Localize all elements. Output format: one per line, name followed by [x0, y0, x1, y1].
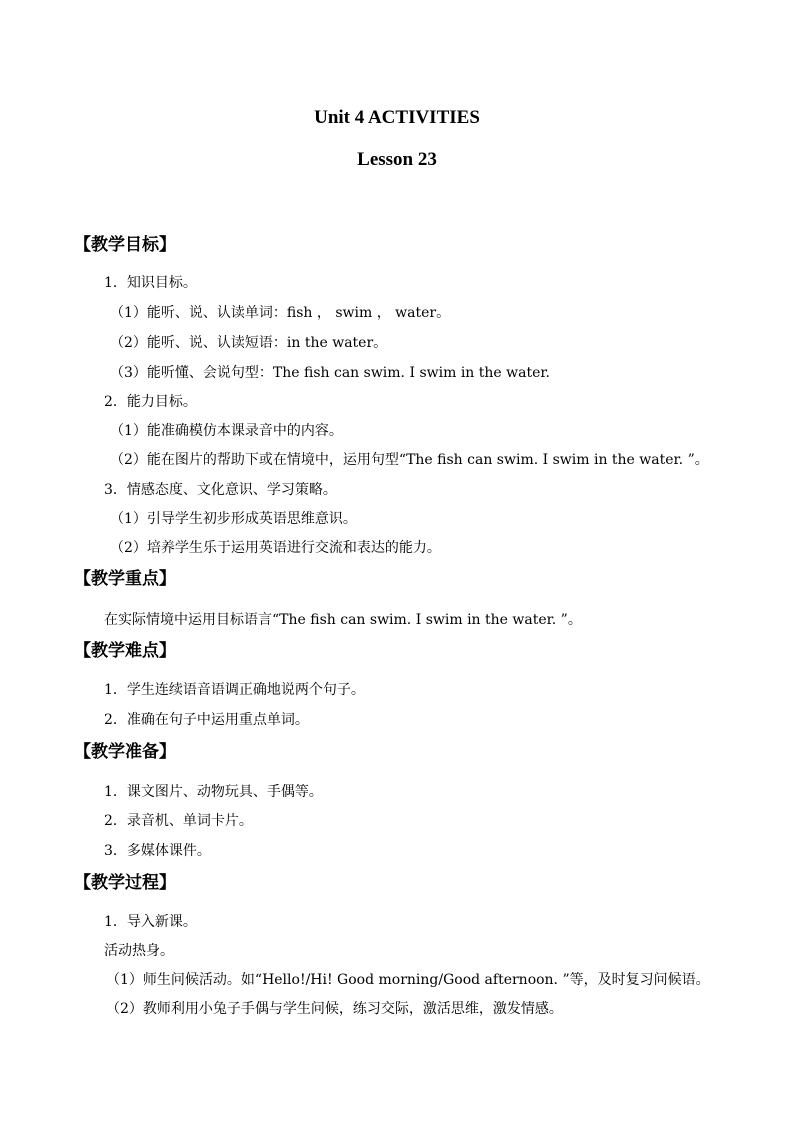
list-item: 1．导入新课。	[104, 914, 197, 930]
section-heading-process: 【教学过程】	[74, 873, 176, 893]
list-item: （1）能准确模仿本课录音中的内容。	[110, 423, 343, 439]
list-item: 1．知识目标。	[104, 275, 197, 291]
list-item: （2）能听、说、认读短语：in the water。	[110, 335, 388, 351]
list-item: 3．情感态度、文化意识、学习策略。	[104, 482, 337, 498]
list-item: 2．准确在句子中运用重点单词。	[104, 712, 309, 728]
document-subtitle: Lesson 23	[357, 149, 437, 170]
list-item: （2）教师利用小兔子手偶与学生问候，练习交际，激活思维，激发情感。	[106, 1001, 563, 1017]
section-heading-difficulties: 【教学难点】	[74, 641, 176, 661]
list-item: 活动热身。	[104, 943, 174, 959]
list-item: 2．录音机、单词卡片。	[104, 813, 253, 829]
list-item: （1）师生问候活动。如“Hello!/Hi! Good morning/Good afternoon. ”等，及时复习问候语。	[106, 972, 710, 988]
list-item: （3）能听懂、会说句型：The fish can swim. I swim in the water.	[110, 365, 550, 381]
list-item: 1．学生连续语音语调正确地说两个句子。	[104, 682, 365, 698]
list-item: 2．能力目标。	[104, 394, 197, 410]
list-item: （1）能听、说、认读单词：fish ， swim ， water。	[110, 305, 451, 321]
list-item: 1．课文图片、动物玩具、手偶等。	[104, 784, 323, 800]
list-item: （1）引导学生初步形成英语思维意识。	[110, 511, 357, 527]
document-title: Unit 4 ACTIVITIES	[314, 107, 480, 128]
section-heading-key-points: 【教学重点】	[74, 569, 176, 589]
list-item: 在实际情境中运用目标语言“The fish can swim. I swim in the water. ”。	[104, 612, 582, 628]
list-item: （2）培养学生乐于运用英语进行交流和表达的能力。	[110, 540, 441, 556]
section-heading-objectives: 【教学目标】	[74, 235, 176, 255]
section-heading-preparation: 【教学准备】	[74, 742, 176, 762]
list-item: （2）能在图片的帮助下或在情境中，运用句型“The fish can swim. I swim in the water. ”。	[110, 452, 709, 468]
list-item: 3．多媒体课件。	[104, 843, 211, 859]
